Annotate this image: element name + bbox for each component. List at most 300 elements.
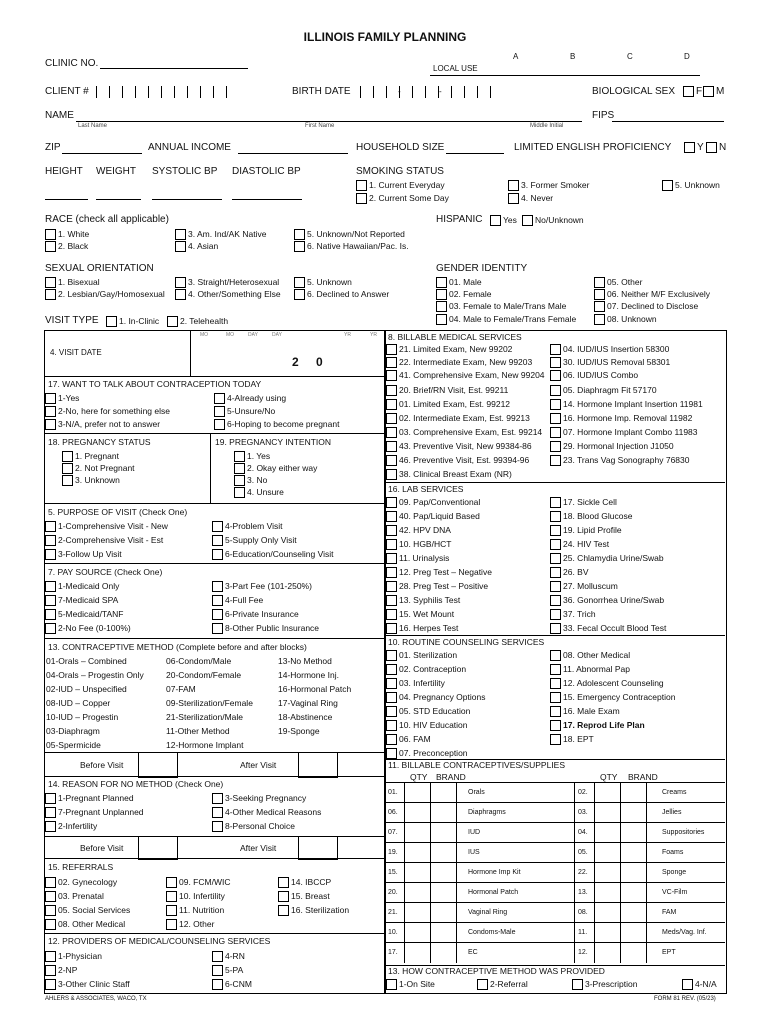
checkbox[interactable]: [386, 609, 397, 620]
systolic-field[interactable]: [152, 199, 222, 200]
checkbox[interactable]: [550, 595, 561, 606]
q8-option[interactable]: [386, 357, 532, 368]
checkbox[interactable]: [45, 807, 56, 818]
qty-input[interactable]: [430, 803, 457, 823]
checkbox[interactable]: [294, 229, 305, 240]
checkbox[interactable]: [45, 581, 56, 592]
brand-input[interactable]: [456, 923, 467, 943]
checkbox[interactable]: [386, 525, 397, 536]
q10-option[interactable]: [386, 664, 466, 675]
qty-input[interactable]: [594, 863, 621, 883]
birth-date-field[interactable]: [360, 86, 491, 98]
checkbox[interactable]: [356, 193, 367, 204]
q5-option[interactable]: [45, 535, 163, 546]
qty-input[interactable]: [404, 883, 431, 903]
checkbox[interactable]: [436, 314, 447, 325]
checkbox[interactable]: [594, 289, 605, 300]
divider[interactable]: [574, 823, 575, 843]
q10-option[interactable]: [550, 650, 630, 661]
checkbox[interactable]: [45, 393, 56, 404]
q13-before-input[interactable]: [138, 752, 178, 778]
checkbox[interactable]: [45, 549, 56, 560]
household-size-field[interactable]: [446, 153, 504, 154]
checkbox[interactable]: [386, 511, 397, 522]
checkbox[interactable]: [550, 720, 561, 731]
checkbox[interactable]: [212, 535, 223, 546]
checkbox[interactable]: [386, 539, 397, 550]
divider[interactable]: [574, 883, 575, 903]
checkbox[interactable]: [45, 877, 56, 888]
q8-option[interactable]: [550, 370, 638, 381]
qty-input[interactable]: [430, 863, 457, 883]
q15-option[interactable]: [278, 877, 331, 888]
checkbox[interactable]: [386, 413, 397, 424]
brand-input[interactable]: [456, 903, 467, 923]
q10-option[interactable]: [386, 720, 468, 731]
q16-option[interactable]: [550, 581, 618, 592]
checkbox[interactable]: [550, 497, 561, 508]
q7-option[interactable]: [212, 609, 299, 620]
qty-input[interactable]: [594, 923, 621, 943]
checkbox[interactable]: [477, 979, 488, 990]
brand-input[interactable]: [646, 883, 661, 903]
checkbox[interactable]: [550, 581, 561, 592]
race-option[interactable]: [175, 229, 266, 240]
checkbox[interactable]: [550, 427, 561, 438]
checkbox[interactable]: [572, 979, 583, 990]
checkbox[interactable]: [550, 511, 561, 522]
checkbox[interactable]: [45, 521, 56, 532]
checkbox[interactable]: [166, 919, 177, 930]
checkbox[interactable]: [45, 595, 56, 606]
checkbox[interactable]: [234, 463, 245, 474]
checkbox[interactable]: [214, 393, 225, 404]
checkbox[interactable]: [212, 549, 223, 560]
brand-input[interactable]: [456, 783, 467, 803]
divider[interactable]: [574, 943, 575, 963]
q10-option[interactable]: [550, 678, 664, 689]
weight-field[interactable]: [96, 199, 141, 200]
q15-option[interactable]: [45, 891, 104, 902]
q17-option[interactable]: [45, 406, 170, 417]
so-option[interactable]: [294, 289, 389, 300]
checkbox[interactable]: [45, 406, 56, 417]
q14-option[interactable]: [45, 807, 144, 818]
q7-option[interactable]: [45, 595, 118, 606]
checkbox[interactable]: [45, 793, 56, 804]
race-option[interactable]: [175, 241, 218, 252]
checkbox[interactable]: [550, 539, 561, 550]
q10-option[interactable]: [550, 720, 645, 731]
gi-option[interactable]: [436, 277, 482, 288]
brand-input[interactable]: [456, 863, 467, 883]
q15-option[interactable]: [278, 905, 349, 916]
checkbox[interactable]: [386, 469, 397, 480]
q17-option[interactable]: [45, 419, 160, 430]
q15-option[interactable]: [45, 905, 130, 916]
checkbox[interactable]: [550, 399, 561, 410]
checkbox[interactable]: [436, 289, 447, 300]
smoking-option[interactable]: [356, 193, 449, 204]
checkbox[interactable]: [45, 919, 56, 930]
q16-option[interactable]: [386, 581, 488, 592]
q14-option[interactable]: [212, 821, 295, 832]
qty-input[interactable]: [594, 883, 621, 903]
gi-option[interactable]: [436, 289, 492, 300]
checkbox[interactable]: [386, 706, 397, 717]
checkbox[interactable]: [594, 277, 605, 288]
q16-option[interactable]: [550, 511, 632, 522]
smoking-option[interactable]: [508, 193, 553, 204]
qty-input[interactable]: [594, 803, 621, 823]
checkbox[interactable]: [294, 289, 305, 300]
checkbox[interactable]: [550, 692, 561, 703]
q16-option[interactable]: [550, 609, 596, 620]
q8-option[interactable]: [550, 427, 698, 438]
checkbox[interactable]: [550, 413, 561, 424]
checkbox[interactable]: [212, 979, 223, 990]
checkbox[interactable]: [294, 241, 305, 252]
q10-option[interactable]: [386, 692, 485, 703]
q14-option[interactable]: [45, 793, 134, 804]
q8-option[interactable]: [550, 413, 692, 424]
divider[interactable]: [574, 803, 575, 823]
so-option[interactable]: [175, 277, 279, 288]
q10-option[interactable]: [550, 692, 675, 703]
qty-input[interactable]: [430, 823, 457, 843]
checkbox[interactable]: [550, 525, 561, 536]
qty-input[interactable]: [430, 943, 457, 963]
q10-option[interactable]: [550, 734, 594, 745]
qty-input[interactable]: [430, 883, 457, 903]
brand-input[interactable]: [646, 823, 661, 843]
checkbox[interactable]: [175, 241, 186, 252]
checkbox[interactable]: [234, 451, 245, 462]
qty-input[interactable]: [620, 803, 647, 823]
q10-option[interactable]: [386, 678, 445, 689]
q16-option[interactable]: [550, 553, 664, 564]
qty-input[interactable]: [404, 863, 431, 883]
q15-option[interactable]: [166, 877, 230, 888]
qty-input[interactable]: [620, 943, 647, 963]
height-field[interactable]: [45, 199, 88, 200]
q8-option[interactable]: [550, 344, 669, 355]
checkbox[interactable]: [386, 664, 397, 675]
q16-option[interactable]: [386, 553, 449, 564]
checkbox[interactable]: [175, 277, 186, 288]
brand-input[interactable]: [646, 783, 661, 803]
q13b-option[interactable]: [682, 979, 717, 990]
q15-option[interactable]: [278, 891, 330, 902]
checkbox[interactable]: [386, 595, 397, 606]
checkbox[interactable]: [106, 316, 117, 327]
so-option[interactable]: [45, 277, 100, 288]
checkbox[interactable]: [386, 748, 397, 759]
checkbox[interactable]: [62, 463, 73, 474]
q16-option[interactable]: [550, 497, 617, 508]
checkbox[interactable]: [550, 678, 561, 689]
checkbox[interactable]: [594, 301, 605, 312]
q17-option[interactable]: [45, 393, 79, 404]
checkbox[interactable]: [490, 215, 501, 226]
q12-option[interactable]: [45, 979, 130, 990]
so-option[interactable]: [294, 277, 352, 288]
checkbox[interactable]: [550, 441, 561, 452]
q17-option[interactable]: [214, 406, 275, 417]
checkbox[interactable]: [278, 891, 289, 902]
checkbox[interactable]: [175, 229, 186, 240]
checkbox[interactable]: [386, 455, 397, 466]
q16-option[interactable]: [386, 623, 458, 634]
checkbox[interactable]: [278, 877, 289, 888]
q7-option[interactable]: [45, 609, 124, 620]
divider[interactable]: [574, 843, 575, 863]
divider[interactable]: [574, 903, 575, 923]
q10-option[interactable]: [386, 748, 468, 759]
checkbox[interactable]: [45, 241, 56, 252]
q5-option[interactable]: [45, 549, 122, 560]
checkbox[interactable]: [508, 193, 519, 204]
checkbox[interactable]: [212, 793, 223, 804]
q8-option[interactable]: [386, 455, 529, 466]
gi-option[interactable]: [594, 314, 657, 325]
qty-input[interactable]: [620, 843, 647, 863]
qty-input[interactable]: [404, 783, 431, 803]
smoking-option[interactable]: [508, 180, 590, 191]
checkbox[interactable]: [522, 215, 533, 226]
qty-input[interactable]: [594, 843, 621, 863]
q10-option[interactable]: [386, 734, 431, 745]
q15-option[interactable]: [45, 877, 117, 888]
smoking-option[interactable]: [356, 180, 445, 191]
q5-option[interactable]: [45, 521, 168, 532]
q10-option[interactable]: [550, 664, 630, 675]
q16-option[interactable]: [550, 623, 666, 634]
gi-option[interactable]: [594, 301, 698, 312]
q12-option[interactable]: [45, 965, 77, 976]
qty-input[interactable]: [404, 843, 431, 863]
qty-input[interactable]: [404, 803, 431, 823]
checkbox[interactable]: [386, 650, 397, 661]
q16-option[interactable]: [550, 525, 622, 536]
checkbox[interactable]: [166, 891, 177, 902]
brand-input[interactable]: [456, 843, 467, 863]
client-number-field[interactable]: [96, 86, 227, 98]
checkbox[interactable]: [166, 905, 177, 916]
divider[interactable]: [574, 863, 575, 883]
q16-option[interactable]: [386, 567, 492, 578]
checkbox[interactable]: [386, 734, 397, 745]
checkbox[interactable]: [212, 521, 223, 532]
checkbox[interactable]: [550, 650, 561, 661]
q8-option[interactable]: [386, 413, 530, 424]
qty-input[interactable]: [430, 783, 457, 803]
checkbox[interactable]: [212, 821, 223, 832]
q13-after-input[interactable]: [298, 752, 338, 778]
q8-option[interactable]: [386, 469, 512, 480]
checkbox[interactable]: [45, 419, 56, 430]
qty-input[interactable]: [430, 903, 457, 923]
q8-option[interactable]: [550, 385, 657, 396]
checkbox[interactable]: [212, 951, 223, 962]
clinic-no-field[interactable]: [100, 68, 248, 69]
q14-option[interactable]: [212, 807, 321, 818]
qty-input[interactable]: [594, 943, 621, 963]
checkbox[interactable]: [508, 180, 519, 191]
checkbox[interactable]: [386, 623, 397, 634]
sex-f-option[interactable]: [683, 86, 702, 97]
gi-option[interactable]: [594, 277, 642, 288]
q8-option[interactable]: [550, 357, 670, 368]
qty-input[interactable]: [620, 923, 647, 943]
brand-input[interactable]: [456, 823, 467, 843]
checkbox[interactable]: [550, 553, 561, 564]
race-option[interactable]: [45, 241, 88, 252]
checkbox[interactable]: [386, 370, 397, 381]
race-option[interactable]: [45, 229, 89, 240]
checkbox[interactable]: [212, 807, 223, 818]
q16-option[interactable]: [386, 511, 480, 522]
checkbox[interactable]: [386, 567, 397, 578]
q5-option[interactable]: [212, 521, 282, 532]
q12-option[interactable]: [212, 965, 243, 976]
checkbox[interactable]: [386, 399, 397, 410]
qty-input[interactable]: [404, 923, 431, 943]
q7-option[interactable]: [212, 595, 263, 606]
checkbox[interactable]: [550, 567, 561, 578]
checkbox[interactable]: [62, 451, 73, 462]
checkbox[interactable]: [436, 277, 447, 288]
checkbox[interactable]: [386, 344, 397, 355]
checkbox[interactable]: [386, 441, 397, 452]
zip-field[interactable]: [62, 153, 142, 154]
q8-option[interactable]: [386, 427, 542, 438]
q15-option[interactable]: [45, 919, 125, 930]
race-option[interactable]: [294, 241, 409, 252]
checkbox[interactable]: [550, 455, 561, 466]
qty-input[interactable]: [620, 903, 647, 923]
q14-after-input[interactable]: [298, 836, 338, 860]
brand-input[interactable]: [456, 803, 467, 823]
q15-option[interactable]: [166, 919, 214, 930]
so-option[interactable]: [45, 289, 165, 300]
q18-option[interactable]: [62, 475, 120, 486]
visit-date-grid[interactable]: [190, 330, 385, 376]
checkbox[interactable]: [386, 497, 397, 508]
q15-option[interactable]: [166, 905, 224, 916]
q10-option[interactable]: [550, 706, 620, 717]
qty-input[interactable]: [620, 783, 647, 803]
race-option[interactable]: [294, 229, 405, 240]
brand-input[interactable]: [456, 883, 467, 903]
brand-input[interactable]: [646, 803, 661, 823]
qty-input[interactable]: [594, 823, 621, 843]
q16-option[interactable]: [386, 525, 451, 536]
checkbox[interactable]: [45, 821, 56, 832]
checkbox[interactable]: [550, 734, 561, 745]
checkbox[interactable]: [212, 595, 223, 606]
local-use-field[interactable]: [430, 61, 700, 76]
sex-m-checkbox[interactable]: [703, 86, 714, 97]
checkbox[interactable]: [550, 357, 561, 368]
lep-y-checkbox[interactable]: [684, 142, 695, 153]
q16-option[interactable]: [386, 595, 460, 606]
checkbox[interactable]: [550, 385, 561, 396]
checkbox[interactable]: [386, 720, 397, 731]
checkbox[interactable]: [386, 357, 397, 368]
qty-input[interactable]: [620, 883, 647, 903]
q15-option[interactable]: [166, 891, 225, 902]
checkbox[interactable]: [45, 289, 56, 300]
q8-option[interactable]: [386, 441, 532, 452]
brand-input[interactable]: [646, 843, 661, 863]
q16-option[interactable]: [550, 567, 589, 578]
q10-option[interactable]: [386, 706, 470, 717]
so-option[interactable]: [175, 289, 281, 300]
q12-option[interactable]: [45, 951, 102, 962]
sex-m-option[interactable]: [703, 86, 724, 97]
checkbox[interactable]: [62, 475, 73, 486]
visit-type-telehealth[interactable]: [167, 316, 228, 327]
q16-option[interactable]: [386, 497, 480, 508]
q13b-option[interactable]: [572, 979, 637, 990]
q8-option[interactable]: [386, 344, 512, 355]
checkbox[interactable]: [550, 344, 561, 355]
checkbox[interactable]: [45, 979, 56, 990]
q8-option[interactable]: [386, 370, 545, 381]
checkbox[interactable]: [45, 905, 56, 916]
q7-option[interactable]: [212, 623, 319, 634]
brand-input[interactable]: [646, 903, 661, 923]
checkbox[interactable]: [550, 623, 561, 634]
checkbox[interactable]: [386, 581, 397, 592]
checkbox[interactable]: [662, 180, 673, 191]
checkbox[interactable]: [386, 385, 397, 396]
qty-input[interactable]: [594, 903, 621, 923]
q13b-option[interactable]: [477, 979, 528, 990]
q16-option[interactable]: [386, 539, 451, 550]
checkbox[interactable]: [45, 277, 56, 288]
brand-input[interactable]: [456, 943, 467, 963]
checkbox[interactable]: [214, 406, 225, 417]
q13b-option[interactable]: [386, 979, 435, 990]
q19-option[interactable]: [234, 463, 317, 474]
q14-option[interactable]: [212, 793, 306, 804]
checkbox[interactable]: [45, 891, 56, 902]
checkbox[interactable]: [175, 289, 186, 300]
q19-option[interactable]: [234, 487, 284, 498]
lep-y-option[interactable]: [684, 142, 704, 153]
checkbox[interactable]: [45, 965, 56, 976]
q17-option[interactable]: [214, 419, 339, 430]
checkbox[interactable]: [550, 370, 561, 381]
hispanic-no[interactable]: [522, 215, 584, 226]
q7-option[interactable]: [45, 581, 119, 592]
divider[interactable]: [574, 783, 575, 803]
checkbox[interactable]: [214, 419, 225, 430]
q7-option[interactable]: [212, 581, 312, 592]
brand-input[interactable]: [646, 943, 661, 963]
checkbox[interactable]: [594, 314, 605, 325]
qty-input[interactable]: [404, 903, 431, 923]
name-field[interactable]: [76, 121, 582, 122]
q8-option[interactable]: [386, 385, 508, 396]
lep-n-checkbox[interactable]: [706, 142, 717, 153]
q10-option[interactable]: [386, 650, 457, 661]
checkbox[interactable]: [386, 553, 397, 564]
sex-f-checkbox[interactable]: [683, 86, 694, 97]
q8-option[interactable]: [550, 441, 674, 452]
